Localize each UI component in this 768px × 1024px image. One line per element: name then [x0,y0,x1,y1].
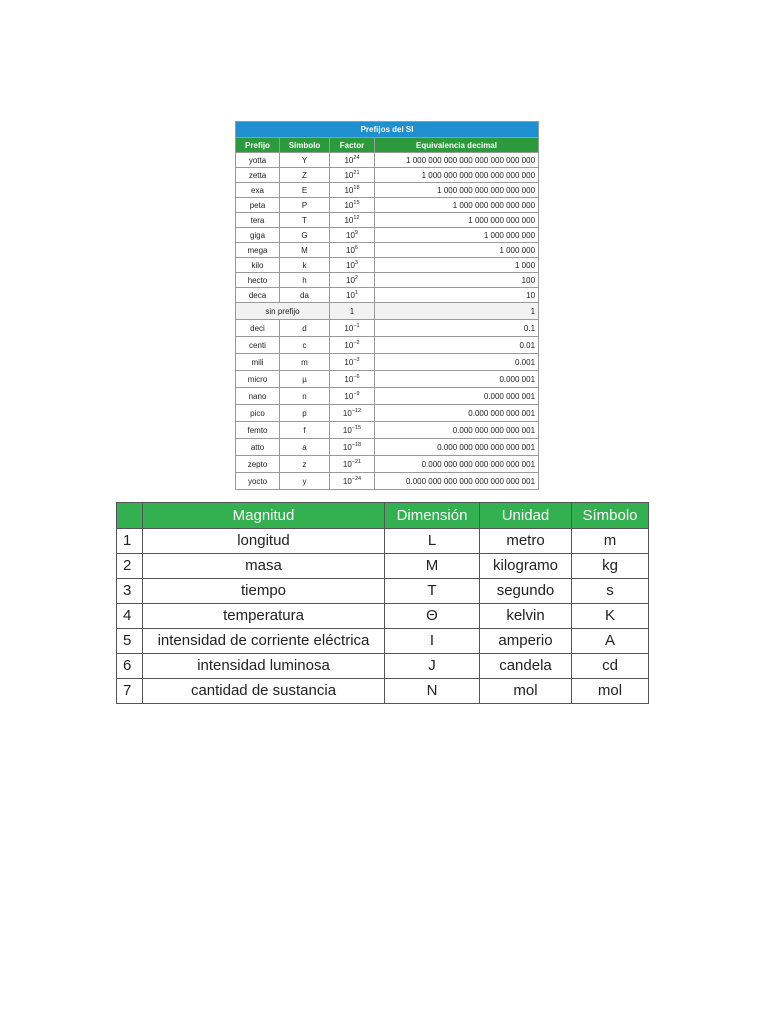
factor-exponent: −6 [353,373,360,380]
magnitudes-header-symbol: Símbolo [572,503,649,529]
magnitude-dimension: Θ [385,604,480,629]
magnitude-symbol: kg [572,554,649,579]
magnitudes-header-dimension: Dimensión [385,503,480,529]
magnitude-dimension: N [385,679,480,704]
magnitude-number: 5 [117,629,143,654]
magnitude-symbol: cd [572,654,649,679]
prefix-symbol: E [280,183,330,198]
prefix-factor [330,228,375,243]
magnitude-number: 4 [117,604,143,629]
prefix-row [236,337,539,354]
magnitude-unit: segundo [480,579,572,604]
prefix-symbol: d [280,320,330,337]
prefix-factor [330,473,375,490]
prefix-symbol: M [280,243,330,258]
prefix-row [236,303,539,320]
prefix-factor [330,354,375,371]
prefix-symbol: m [280,354,330,371]
factor-exponent: −9 [353,390,360,397]
prefix-symbol: f [280,422,330,439]
factor-base: 10 [342,425,352,435]
factor-exponent: 9 [354,229,358,236]
factor-exponent: 15 [353,199,360,206]
factor-exponent: −15 [351,424,362,431]
prefix-factor [330,371,375,388]
prefix-decimal: 1 000 000 [375,243,539,258]
prefix-table-header-row [236,138,539,153]
prefix-decimal: 0.000 000 000 000 000 001 [375,439,539,456]
prefix-symbol: µ [280,371,330,388]
magnitudes-header-row [117,503,649,529]
factor-base: 10 [344,215,354,225]
prefix-name: centi [236,337,280,354]
prefix-table-title-row [236,122,539,138]
prefix-factor [330,422,375,439]
magnitude-number: 1 [117,529,143,554]
prefix-symbol: h [280,273,330,288]
prefix-name: sin prefijo [236,303,330,320]
magnitude-number: 6 [117,654,143,679]
prefix-name: pico [236,405,280,422]
prefix-name: micro [236,371,280,388]
prefix-name: zetta [236,168,280,183]
factor-exponent: −2 [353,339,360,346]
factor-exponent: 3 [354,259,358,266]
prefix-factor [330,320,375,337]
prefix-factor [330,213,375,228]
magnitude-dimension: J [385,654,480,679]
magnitude-number: 3 [117,579,143,604]
factor-base: 10 [344,340,354,350]
prefix-table-title: Prefijos del SI [236,122,539,138]
prefix-row [236,388,539,405]
factor-base: 10 [344,323,354,333]
factor-exponent: 21 [353,169,360,176]
magnitude-unit: amperio [480,629,572,654]
prefix-name: deci [236,320,280,337]
prefix-decimal: 0.1 [375,320,539,337]
prefix-decimal: 1 000 000 000 000 000 [375,198,539,213]
factor-base: 10 [346,275,355,285]
prefix-row [236,183,539,198]
factor-exponent: 2 [354,274,358,281]
magnitude-dimension: I [385,629,480,654]
factor-exponent: −1 [353,322,360,329]
magnitude-symbol: m [572,529,649,554]
prefix-decimal: 0.001 [375,354,539,371]
magnitude-dimension: M [385,554,480,579]
magnitudes-table [116,502,649,704]
factor-base: 1 [349,306,355,316]
prefix-row [236,354,539,371]
factor-exponent: 1 [354,289,358,296]
prefix-symbol: p [280,405,330,422]
prefix-name: giga [236,228,280,243]
magnitudes-header-unit: Unidad [480,503,572,529]
prefix-row [236,153,539,168]
prefix-symbol: da [280,288,330,303]
prefix-factor [330,243,375,258]
factor-exponent: 18 [353,184,360,191]
magnitude-row [117,529,649,554]
prefix-name: yotta [236,153,280,168]
magnitude-row [117,629,649,654]
prefix-symbol: Z [280,168,330,183]
prefix-name: hecto [236,273,280,288]
prefix-row [236,456,539,473]
factor-base: 10 [346,260,355,270]
magnitude-dimension: T [385,579,480,604]
prefix-name: mega [236,243,280,258]
factor-exponent: −21 [351,458,362,465]
prefix-name: tera [236,213,280,228]
prefix-symbol: c [280,337,330,354]
prefix-decimal: 1 000 000 000 [375,228,539,243]
si-prefixes-table [235,121,539,490]
prefix-name: kilo [236,258,280,273]
magnitude-symbol: mol [572,679,649,704]
magnitude-row [117,579,649,604]
prefix-factor [330,337,375,354]
factor-base: 10 [344,357,354,367]
magnitude-name: masa [143,554,385,579]
magnitude-name: longitud [143,529,385,554]
magnitude-unit: mol [480,679,572,704]
prefix-name: exa [236,183,280,198]
magnitude-number: 2 [117,554,143,579]
factor-base: 10 [342,442,352,452]
magnitudes-table-body [117,529,649,704]
prefix-row [236,213,539,228]
magnitude-symbol: K [572,604,649,629]
factor-base: 10 [342,459,352,469]
prefix-symbol: n [280,388,330,405]
prefix-symbol: P [280,198,330,213]
prefix-row [236,168,539,183]
prefix-factor [330,288,375,303]
prefix-factor [330,439,375,456]
prefix-factor [330,183,375,198]
prefix-symbol: y [280,473,330,490]
prefix-decimal: 0.01 [375,337,539,354]
prefix-row [236,243,539,258]
factor-base: 10 [344,374,354,384]
factor-base: 10 [344,170,354,180]
prefix-decimal: 1 000 [375,258,539,273]
prefix-name: femto [236,422,280,439]
prefix-factor [330,273,375,288]
factor-exponent: −24 [351,475,362,482]
prefix-factor [330,405,375,422]
prefix-decimal: 1 [375,303,539,320]
prefix-name: deca [236,288,280,303]
magnitude-row [117,554,649,579]
prefix-row [236,258,539,273]
prefix-decimal: 100 [375,273,539,288]
prefix-decimal: 0.000 001 [375,371,539,388]
prefix-symbol: k [280,258,330,273]
prefix-symbol: Y [280,153,330,168]
prefix-decimal: 0.000 000 000 001 [375,405,539,422]
prefix-symbol: G [280,228,330,243]
magnitudes-header-number [117,503,143,529]
prefix-decimal: 0.000 000 000 000 000 000 001 [375,456,539,473]
prefix-row [236,288,539,303]
prefix-factor [330,153,375,168]
factor-base: 10 [342,476,352,486]
magnitude-row [117,654,649,679]
prefix-header-symbol: Símbolo [280,138,330,153]
prefix-symbol: a [280,439,330,456]
magnitude-number: 7 [117,679,143,704]
prefix-header-decimal: Equivalencia decimal [375,138,539,153]
factor-base: 10 [342,408,352,418]
factor-exponent: 6 [354,244,358,251]
factor-exponent: −3 [353,356,360,363]
prefix-factor [330,198,375,213]
magnitude-name: temperatura [143,604,385,629]
factor-base: 10 [344,391,354,401]
prefix-name: atto [236,439,280,456]
prefix-decimal: 1 000 000 000 000 000 000 000 000 [375,153,539,168]
prefix-name: zepto [236,456,280,473]
prefix-row [236,228,539,243]
magnitude-name: cantidad de sustancia [143,679,385,704]
factor-base: 10 [344,200,354,210]
prefix-row [236,320,539,337]
magnitude-row [117,604,649,629]
prefix-factor [330,258,375,273]
magnitude-unit: kelvin [480,604,572,629]
prefix-factor [330,388,375,405]
prefix-decimal: 1 000 000 000 000 000 000 000 [375,168,539,183]
magnitude-symbol: s [572,579,649,604]
prefix-name: peta [236,198,280,213]
magnitude-name: intensidad luminosa [143,654,385,679]
prefix-table-body [236,153,539,490]
magnitude-row [117,679,649,704]
factor-exponent: 24 [353,154,360,161]
prefix-header-prefix: Prefijo [236,138,280,153]
magnitude-unit: candela [480,654,572,679]
magnitude-name: intensidad de corriente eléctrica [143,629,385,654]
magnitude-name: tiempo [143,579,385,604]
prefix-decimal: 0.000 000 001 [375,388,539,405]
prefix-decimal: 0.000 000 000 000 000 000 000 001 [375,473,539,490]
factor-base: 10 [346,245,355,255]
magnitude-unit: kilogramo [480,554,572,579]
prefix-row [236,422,539,439]
factor-base: 10 [346,230,355,240]
magnitudes-header-magnitude: Magnitud [143,503,385,529]
prefix-factor [330,456,375,473]
prefix-decimal: 1 000 000 000 000 [375,213,539,228]
prefix-symbol: z [280,456,330,473]
magnitude-unit: metro [480,529,572,554]
prefix-factor [330,303,375,320]
prefix-row [236,473,539,490]
prefix-name: nano [236,388,280,405]
prefix-decimal: 0.000 000 000 000 001 [375,422,539,439]
prefix-row [236,198,539,213]
factor-exponent: 12 [353,214,360,221]
prefix-row [236,439,539,456]
prefix-header-factor: Factor [330,138,375,153]
factor-exponent: −18 [351,441,362,448]
factor-base: 10 [346,290,355,300]
factor-base: 10 [344,185,354,195]
magnitude-symbol: A [572,629,649,654]
prefix-decimal: 1 000 000 000 000 000 000 [375,183,539,198]
prefix-factor [330,168,375,183]
magnitude-dimension: L [385,529,480,554]
factor-exponent: −12 [351,407,362,414]
prefix-name: mili [236,354,280,371]
prefix-row [236,371,539,388]
factor-base: 10 [344,155,354,165]
prefix-name: yocto [236,473,280,490]
prefix-decimal: 10 [375,288,539,303]
prefix-row [236,273,539,288]
prefix-symbol: T [280,213,330,228]
prefix-row [236,405,539,422]
